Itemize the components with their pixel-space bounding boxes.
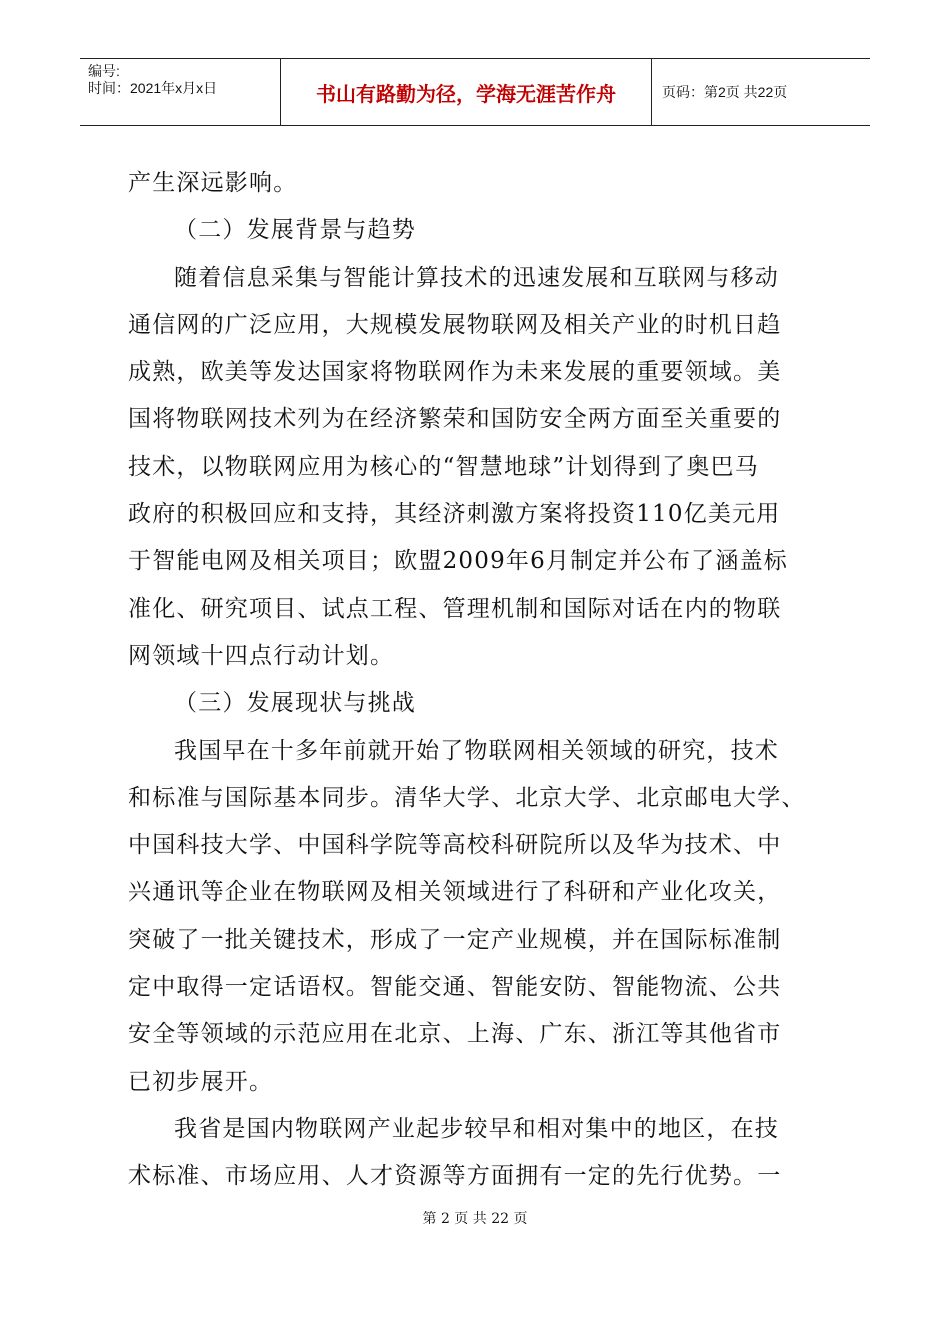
text-line: 国将物联网技术列为在经济繁荣和国防安全两方面至关重要的 xyxy=(128,406,782,433)
text-line: 术标准、市场应用、人才资源等方面拥有一定的先行优势。一 xyxy=(128,1163,782,1190)
header-meta xyxy=(80,59,281,125)
text-line: 产生深远影响。 xyxy=(128,170,298,196)
text-line: 和标准与国际基本同步。清华大学、北京大学、北京邮电大学、 xyxy=(128,784,806,811)
text-line: 准化、研究项目、试点工程、管理机制和国际对话在内的物联 xyxy=(128,595,782,622)
text-line: 成熟，欧美等发达国家将物联网作为未来发展的重要领域。美 xyxy=(128,359,782,386)
document-body xyxy=(128,160,826,1201)
section-heading-2: （二）发展背景与趋势 xyxy=(174,217,416,244)
text-line: 兴通讯等企业在物联网及相关领域进行了科研和产业化攻关， xyxy=(128,879,782,906)
header-motto: 书山有路勤为径，学海无涯苦作舟 xyxy=(281,59,652,125)
text-line: 我国早在十多年前就开始了物联网相关领域的研究，技术 xyxy=(174,737,779,764)
text-line: 定中取得一定话语权。智能交通、智能安防、智能物流、公共 xyxy=(128,974,782,1001)
text-line: 已初步展开。 xyxy=(128,1068,274,1095)
text-line: 安全等领域的示范应用在北京、上海、广东、浙江等其他省市 xyxy=(128,1021,782,1048)
text-line: 突破了一批关键技术，形成了一定产业规模，并在国际标准制 xyxy=(128,926,782,953)
text-line: 技术，以物联网应用为核心的“智慧地球”计划得到了奥巴马 xyxy=(128,453,759,480)
text-line: 于智能电网及相关项目；欧盟2009年6月制定并公布了涵盖标 xyxy=(128,548,788,575)
text-line: 随着信息采集与智能计算技术的迅速发展和互联网与移动 xyxy=(174,264,779,291)
text-line: 我省是国内物联网产业起步较早和相对集中的地区，在技 xyxy=(174,1115,779,1142)
text-line: 政府的积极回应和支持，其经济刺激方案将投资110亿美元用 xyxy=(128,501,781,528)
section-heading-3: （三）发展现状与挑战 xyxy=(174,690,416,717)
time-label: 时间：2021年x月x日 xyxy=(88,80,218,96)
number-label: 编号: xyxy=(88,63,120,79)
text-line: 网领域十四点行动计划。 xyxy=(128,642,395,669)
text-line: 通信网的广泛应用，大规模发展物联网及相关产业的时机日趋 xyxy=(128,311,782,338)
page-header xyxy=(80,58,870,126)
page-footer: 第 2 页 共 22 页 xyxy=(422,1211,528,1227)
header-page-info: 页码：第2页 共22页 xyxy=(662,84,788,100)
text-line: 中国科技大学、中国科学院等高校科研院所以及华为技术、中 xyxy=(128,832,782,859)
